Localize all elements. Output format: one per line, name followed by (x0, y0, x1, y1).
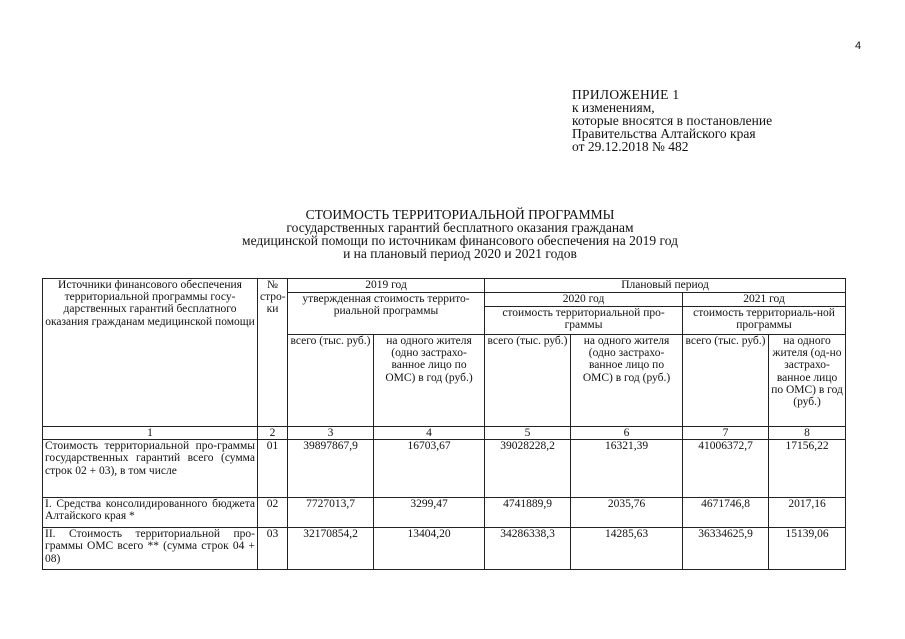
cell-2020-per-capita: 2035,76 (571, 498, 683, 528)
column-number: 8 (769, 427, 846, 440)
cell-2019-total: 7727013,7 (288, 498, 374, 528)
cell-2020-total: 34286338,3 (485, 528, 571, 570)
row-number: 01 (258, 440, 288, 498)
header-approved-cost-2019: утвержденная стоимость террито-риальной программы (288, 293, 485, 335)
cell-2019-total: 32170854,2 (288, 528, 374, 570)
appendix-line: от 29.12.2018 № 482 (572, 139, 689, 154)
table-row (43, 498, 846, 528)
column-number: 4 (374, 427, 485, 440)
cell-2021-per-capita: 15139,06 (769, 528, 846, 570)
column-number: 7 (683, 427, 769, 440)
column-number: 1 (43, 427, 258, 440)
header-total-2019: всего (тыс. руб.) (288, 335, 374, 427)
row-label: Стоимость территориальной про-граммы государственных гарантий всего (сумма строк 02 + 03), в том числе (43, 440, 258, 498)
header-year-2021: 2021 год (683, 293, 846, 307)
header-row-number: № стро-ки (258, 279, 288, 427)
header-total-2021: всего (тыс. руб.) (683, 335, 769, 427)
title-line: и на плановый период 2020 и 2021 годов (343, 246, 577, 261)
cell-2020-per-capita: 14285,63 (571, 528, 683, 570)
cell-2021-total: 41006372,7 (683, 440, 769, 498)
column-number-row (43, 427, 846, 440)
table-row (43, 528, 846, 570)
cell-2021-total: 36334625,9 (683, 528, 769, 570)
cell-2021-per-capita: 17156,22 (769, 440, 846, 498)
row-label: I. Средства консолидированного бюджета Алтайского края * (43, 498, 258, 528)
title-line: медицинской помощи по источникам финансового обеспечения на 2019 год (242, 233, 678, 248)
page-number: 4 (855, 40, 862, 52)
cell-2019-per-capita: 3299,47 (374, 498, 485, 528)
column-number: 5 (485, 427, 571, 440)
column-number: 2 (258, 427, 288, 440)
title-heading: СТОИМОСТЬ ТЕРРИТОРИАЛЬНОЙ ПРОГРАММЫ (305, 207, 615, 222)
title-line: государственных гарантий бесплатного оказания гражданам (286, 220, 634, 235)
table-row (43, 440, 846, 498)
row-label: II. Стоимость территориальной про-граммы ОМС всего ** (сумма строк 04 + 08) (43, 528, 258, 570)
header-cost-2020: стоимость территориальной про-граммы (485, 307, 683, 335)
appendix-line: к изменениям, (572, 100, 655, 115)
appendix-line: которые вносятся в постановление (572, 113, 773, 128)
appendix-title: ПРИЛОЖЕНИЕ 1 (572, 87, 680, 102)
header-sources: Источники финансового обеспечения территориальной программы госу-дарственных гарантий бесплатного оказания гражданам медицинской помощи (43, 279, 258, 427)
appendix-block (572, 88, 772, 153)
header-year-2019: 2019 год (288, 279, 485, 293)
cell-2019-total: 39897867,9 (288, 440, 374, 498)
row-number: 02 (258, 498, 288, 528)
header-planning-period: Плановый период (485, 279, 846, 293)
header-cost-2021: стоимость территориаль-ной программы (683, 307, 846, 335)
cell-2021-total: 4671746,8 (683, 498, 769, 528)
document-title (180, 208, 740, 260)
cost-table (42, 278, 846, 570)
header-per-capita-2019: на одного жителя (одно застрахо-ванное лицо по ОМС) в год (руб.) (374, 335, 485, 427)
header-total-2020: всего (тыс. руб.) (485, 335, 571, 427)
header-per-capita-2020: на одного жителя (одно застрахо-ванное лицо по ОМС) в год (руб.) (571, 335, 683, 427)
column-number: 3 (288, 427, 374, 440)
cell-2020-total: 4741889,9 (485, 498, 571, 528)
appendix-line: Правительства Алтайского края (572, 126, 756, 141)
header-year-2020: 2020 год (485, 293, 683, 307)
cell-2019-per-capita: 13404,20 (374, 528, 485, 570)
row-number: 03 (258, 528, 288, 570)
cell-2020-total: 39028228,2 (485, 440, 571, 498)
column-number: 6 (571, 427, 683, 440)
cell-2021-per-capita: 2017,16 (769, 498, 846, 528)
header-per-capita-2021: на одного жителя (од-но застрахо-ванное лицо по ОМС) в год (руб.) (769, 335, 846, 427)
cell-2020-per-capita: 16321,39 (571, 440, 683, 498)
cell-2019-per-capita: 16703,67 (374, 440, 485, 498)
